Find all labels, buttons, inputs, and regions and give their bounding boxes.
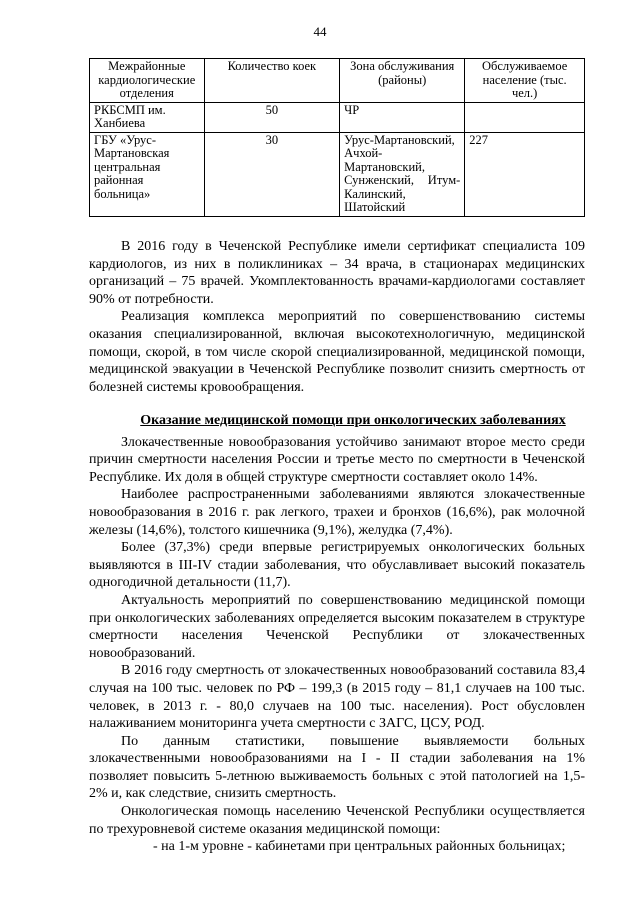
column-header: Количество коек [204, 59, 340, 103]
column-header: Обслуживаемое население (тыс. чел.) [465, 59, 585, 103]
table-cell: 30 [204, 132, 340, 216]
section-heading: Оказание медицинской помощи при онкологических заболеваниях [140, 413, 566, 428]
paragraph: По данным статистики, повышение выявляемости больных злокачественными новообразованиями на I - II стадии заболевания на 1% позволяет повысить 5-летнюю выживаемость больных с этой патологией на 1,5-2% и, как следствие, снизить смертность. [89, 733, 585, 802]
list-item: - на 1-м уровне - кабинетами при центральных районных больницах; [153, 839, 566, 855]
paragraph: Актуальность мероприятий по совершенствованию медицинской помощи при онкологических заболеваниях определяется высоким показателем в структуре смертности населения Чеченской Республики от злокачественных новообразований. [89, 592, 585, 661]
paragraph: В 2016 году в Чеченской Республике имели сертификат специалиста 109 кардиологов, из них в поликлиниках – 34 врача, в стационарах медицинских организаций – 75 врачей. Укомплектованность врачами-кардиологами составляет 90% от потребности. [89, 239, 585, 307]
page-number: 44 [313, 24, 327, 39]
table-cell [465, 102, 585, 132]
table-cell: ЧР [340, 102, 465, 132]
table-cell: РКБСМП им. Ханбиева [90, 102, 205, 132]
paragraph: Онкологическая помощь населению Чеченской Республики осуществляется по трехуровневой системе оказания медицинской помощи: [89, 804, 585, 837]
paragraph: Более (37,3%) среди впервые регистрируемых онкологических больных выявляются в III-IV стадии заболевания, что обуславливает высокий показатель одногодичной детальности (11,7). [89, 540, 585, 591]
body-text-top [89, 238, 585, 396]
table-cell: Урус-Мартановский, Ачхой-Мартановский, Сунженский, Итум-Калинский, Шатойский [340, 132, 465, 216]
body-text-oncology [89, 412, 585, 856]
table-cell: 227 [465, 132, 585, 216]
table-header-row [90, 59, 585, 103]
column-header: Зона обслуживания (районы) [340, 59, 465, 103]
paragraph: Наиболее распространенными заболеваниями являются злокачественные новообразования в 2016 г. рак легкого, трахеи и бронхов (16,6%), рак молочной железы (14,6%), толстого кишечника (9,1%), желудка (7,4%). [89, 487, 585, 538]
table-cell: 50 [204, 102, 340, 132]
paragraph: В 2016 году смертность от злокачественных новообразований составила 83,4 случая на 100 тыс. человек по РФ – 199,3 (в 2015 году – 81,1 случаев на 100 тыс. человек, в 2013 г. - 80,0 случаев на 100 тыс. населения). Рост обусловлен налаживанием мониторинга учета смертности с ЗАГС, ЦСУ, РОД. [89, 663, 585, 732]
paragraph: Злокачественные новообразования устойчиво занимают второе место среди причин смертности населения России и третье место по смертности в Чеченской Республике. Их доля в общей структуре смертности составляет около 14%. [89, 434, 585, 485]
table-cell: ГБУ «Урус-Мартановская центральная районная больница» [90, 132, 205, 216]
cardiology-departments-table [89, 58, 585, 217]
paragraph: Реализация комплекса мероприятий по совершенствованию системы оказания специализированной, включая высокотехнологичную, медицинской помощи, скорой, в том числе скорой специализированной, медицинской помощи, медицинской эвакуации в Чеченской Республике позволит снизить смертность от болезней системы кровообращения. [89, 309, 585, 395]
column-header: Межрайонные кардиологические отделения [90, 59, 205, 103]
table-row [90, 102, 585, 132]
table-row [90, 132, 585, 216]
